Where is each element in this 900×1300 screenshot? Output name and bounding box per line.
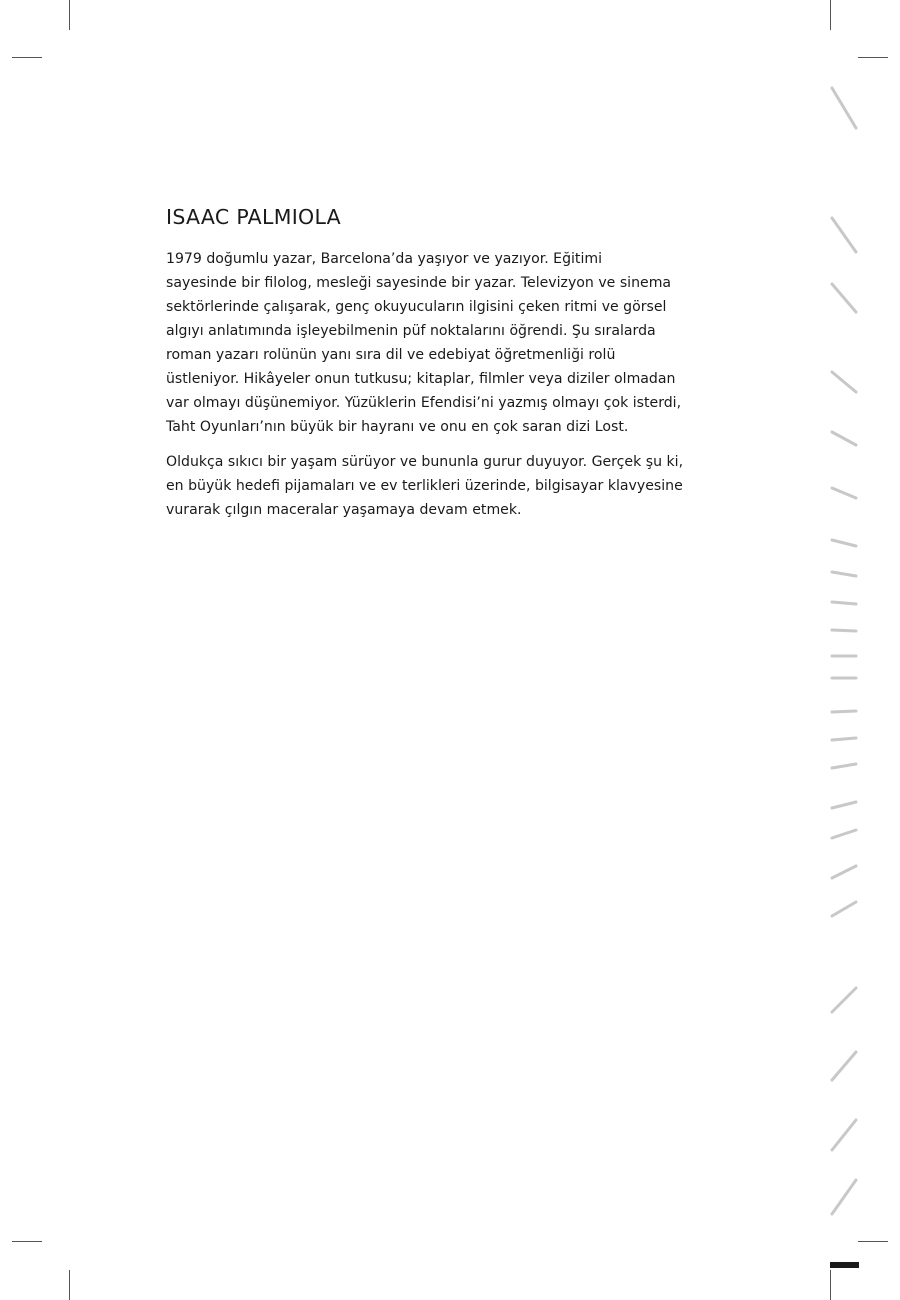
edge-stroke <box>832 711 856 712</box>
bio-line: sektörlerinde çalışarak, genç okuyucuların ilgisini çeken ritmi ve görsel <box>166 299 667 315</box>
author-bio-section <box>166 203 746 533</box>
edge-stroke <box>832 738 856 740</box>
bio-line: Oldukça sıkıcı bir yaşam sürüyor ve bununla gurur duyuyor. Gerçek şu ki, <box>166 454 684 470</box>
edge-stroke <box>832 1120 856 1150</box>
edge-decoration <box>826 70 866 1230</box>
bio-line: üstleniyor. Hikâyeler onun tutkusu; kitaplar, filmler veya diziler olmadan <box>166 371 676 387</box>
edge-stroke <box>832 284 856 312</box>
edge-stroke <box>832 488 856 498</box>
crop-mark-top-left-horizontal <box>12 57 42 58</box>
crop-mark-top-right-horizontal <box>858 57 888 58</box>
crop-mark-top-right-vertical <box>830 0 831 30</box>
edge-stroke <box>832 802 856 808</box>
edge-stroke <box>832 830 856 838</box>
author-name: ISAAC PALMIOLA <box>166 205 342 229</box>
edge-stroke <box>832 372 856 392</box>
page-edge-marker <box>830 1262 859 1268</box>
bio-paragraph-2 <box>166 450 746 522</box>
crop-mark-bottom-right-horizontal <box>858 1241 888 1242</box>
bio-line: var olmayı düşünemiyor. Yüzüklerin Efendisi’ni yazmış olmayı çok isterdi, <box>166 395 682 411</box>
edge-stroke <box>832 866 856 878</box>
edge-stroke <box>832 764 856 768</box>
bio-line: sayesinde bir filolog, mesleği sayesinde bir yazar. Televizyon ve sinema <box>166 275 672 291</box>
edge-stroke <box>832 540 856 546</box>
crop-mark-bottom-left-horizontal <box>12 1241 42 1242</box>
edge-stroke <box>832 902 856 916</box>
edge-stroke <box>832 88 856 128</box>
bio-line: en büyük hedefi pijamaları ve ev terlikleri üzerinde, bilgisayar klavyesine <box>166 478 683 494</box>
edge-stroke <box>832 630 856 631</box>
edge-stroke <box>832 572 856 576</box>
edge-stroke <box>832 432 856 445</box>
bio-line: roman yazarı rolünün yanı sıra dil ve edebiyat öğretmenliği rolü <box>166 347 616 363</box>
crop-mark-top-left-vertical <box>69 0 70 30</box>
edge-stroke <box>832 218 856 252</box>
bio-paragraph-1 <box>166 247 746 439</box>
crop-mark-bottom-right-vertical <box>830 1270 831 1300</box>
edge-stroke <box>832 1052 856 1080</box>
edge-stroke <box>832 1180 856 1214</box>
bio-line: Taht Oyunları’nın büyük bir hayranı ve onu en çok saran dizi Lost. <box>166 419 629 435</box>
bio-line: 1979 doğumlu yazar, Barcelona’da yaşıyor ve yazıyor. Eğitimi <box>166 251 603 267</box>
bio-line: vurarak çılgın maceralar yaşamaya devam etmek. <box>166 502 522 518</box>
bio-line: algıyı anlatımında işleyebilmenin püf noktalarını öğrendi. Şu sıralarda <box>166 323 656 339</box>
edge-stroke <box>832 602 856 604</box>
crop-mark-bottom-left-vertical <box>69 1270 70 1300</box>
edge-stroke <box>832 988 856 1012</box>
